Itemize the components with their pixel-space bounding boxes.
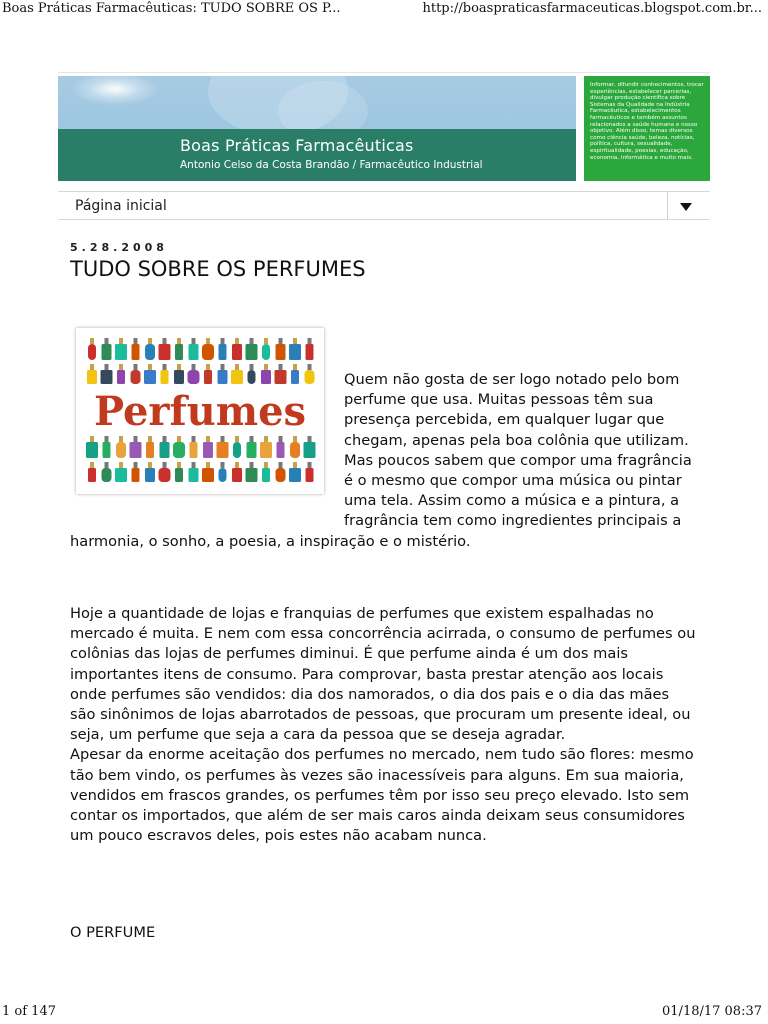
perfume-bottle [102,344,112,360]
perfume-bottle [246,344,258,360]
perfume-bottle-cap [264,338,268,344]
print-timestamp: 01/18/17 08:37 [662,1004,762,1019]
image-float-space [70,370,344,512]
perfumes-word: Perfumes [93,388,307,435]
perfume-bottle [202,344,214,360]
perfume-bottle [289,344,301,360]
perfume-bottle [115,344,127,360]
chevron-down-icon[interactable] [680,203,692,211]
blog-description-text: Informar, difundir conhecimentos, trocar experiências, estabelecer parcerias, divulgar produção científica sobre Sistemas da Qualidade na Indústria Farmacêutica, estabelecimentos farmacêuticos e também assuntos relacionados a saúde humana e nosso objetivo. Além disso, temas diversos como ciência saúde, beleza, notícias, política, cultura, sexualidade, espiritualidade, poesias, educação, economia, informática e muito mais. [590,82,704,161]
blog-title[interactable]: Boas Práticas Farmacêuticas [180,136,414,155]
perfume-bottle-cap [177,338,181,344]
perfume-bottle-cap [235,338,239,344]
page-counter: 1 of 147 [2,1004,56,1019]
perfume-bottle [189,344,199,360]
perfume-bottle-cap [206,338,210,344]
post-paragraph [70,370,698,552]
perfume-bottle [88,344,96,360]
post-title[interactable]: TUDO SOBRE OS PERFUMES [70,257,366,281]
perfume-bottle-cap [105,338,109,344]
blog-description-box [584,76,710,181]
perfume-bottle [145,344,155,360]
perfume-bottle [306,344,314,360]
perfume-bottle [262,344,270,360]
nav-divider [667,192,668,219]
blog-subtitle: Antonio Celso da Costa Brandão / Farmacêutico Industrial [180,159,483,171]
print-page-url: http://boaspraticasfarmaceuticas.blogspot.com.br... [422,1,762,16]
perfume-bottle [276,344,286,360]
perfume-bottle-cap [279,338,283,344]
perfume-bottle-cap [192,338,196,344]
perfume-bottle-cap [250,338,254,344]
perfume-bottle-cap [90,338,94,344]
perfume-bottle [132,344,140,360]
perfume-bottle [232,344,242,360]
perfume-bottle-cap [293,338,297,344]
section-heading: O PERFUME [70,924,156,941]
print-page-title: Boas Práticas Farmacêuticas: TUDO SOBRE OS P... [2,1,341,16]
post-paragraph-text: Apesar da enorme aceitação dos perfumes no mercado, nem tudo são flores: mesmo tão bem vindo, os perfumes às vezes são inacessíveis para alguns. Em sua maioria, vendidos em frascos grandes, os perfumes têm por isso seu preço elevado. Isto sem contar os importados, que além de ser mais caros ainda deixam seus consumidores um pouco escravos deles, pois estes não acabam nunca. [70,746,694,845]
print-header [0,0,768,20]
perfume-bottle [219,344,227,360]
post-paragraph [70,604,698,846]
post-date: 5.28.2008 [70,241,168,254]
perfume-bottle-cap [163,338,167,344]
navigation-bar [58,191,710,220]
print-footer [0,1002,768,1024]
top-divider [58,72,710,73]
perfume-bottle-cap [119,338,123,344]
perfume-bottle [175,344,183,360]
blog-header-banner[interactable] [58,76,576,181]
perfume-bottle-cap [308,338,312,344]
perfume-bottle-cap [134,338,138,344]
perfume-bottle-cap [148,338,152,344]
perfume-bottle [159,344,171,360]
post-paragraph-text: Hoje a quantidade de lojas e franquias de perfumes que existem espalhadas no mercado é muita. E nem com essa concorrência acirrada, o consumo de perfumes ou colônias das lojas de perfumes diminui. É que perfume ainda é um dos mais importantes itens de consumo. Para comprovar, basta prestar atenção aos locais onde perfumes são vendidos: dia dos namorados, o dia dos pais e o dia das mães são sinônimos de lojas abarrotados de pessoas, que procuram um presente ideal, ou seja, um perfume que seja a cara da pessoa que se deseja agradar. [70,605,696,744]
sun-glare [70,76,160,106]
perfume-bottle-cap [221,338,225,344]
post-paragraph-text: Quem não gosta de ser logo notado pelo bom perfume que usa. Muitas pessoas têm sua presença percebida, em qualquer lugar que chegam, apenas pela boa colônia que utilizam. Mas poucos sabem que compor uma fragrância é o mesmo que compor uma música ou pintar uma tela. Assim como a música e a pintura, a fragrância tem como ingredientes principais a harmonia, o sonho, a poesia, a inspiração e o mistério. [70,371,692,550]
nav-home-link[interactable]: Página inicial [75,198,167,214]
